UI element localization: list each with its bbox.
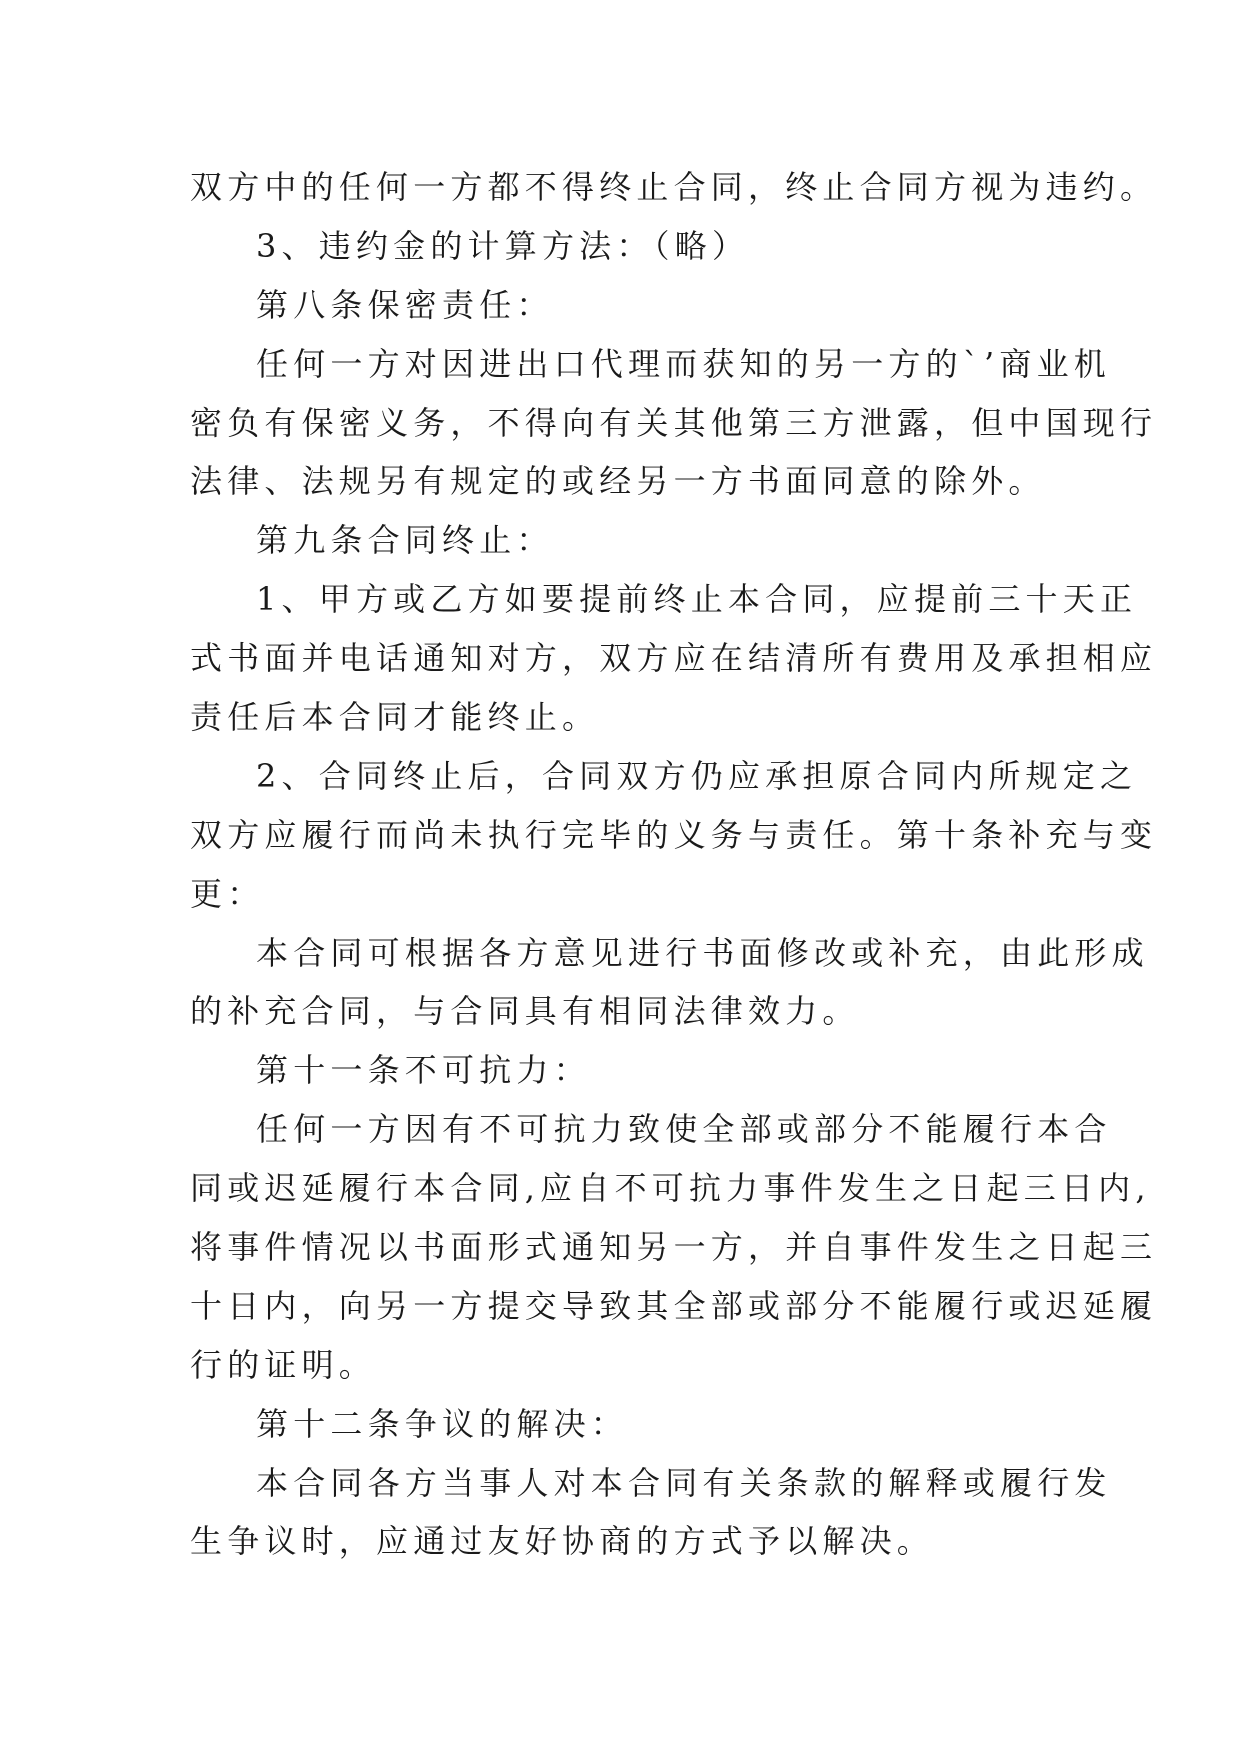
text-line: 将事件情况以书面形式通知另一方，并自事件发生之日起三: [190, 1228, 1158, 1267]
section-heading: 第八条保密责任：: [256, 285, 554, 324]
text-line: 更：: [190, 874, 265, 913]
text-line: 十日内，向另一方提交导致其全部或部分不能履行或迟延履: [190, 1286, 1158, 1325]
text-line: 密负有保密义务，不得向有关其他第三方泄露，但中国现行: [190, 403, 1158, 442]
text-line: 2、合同终止后，合同双方仍应承担原合同内所规定之: [256, 756, 1138, 795]
text-line: 生争议时，应通过友好协商的方式予以解决。: [190, 1522, 935, 1561]
text-line: 双方中的任何一方都不得终止合同，终止合同方视为违约。: [190, 168, 1158, 206]
section-heading: 第十一条不可抗力：: [256, 1051, 591, 1090]
text-line: 同或迟延履行本合同,应自不可抗力事件发生之日起三日内,: [190, 1169, 1151, 1208]
text-line: 3、违约金的计算方法：（略）: [256, 226, 750, 265]
text-line: 本合同可根据各方意见进行书面修改或补充，由此形成: [256, 933, 1149, 972]
section-heading: 第九条合同终止：: [256, 521, 554, 560]
text-line: 本合同各方当事人对本合同有关条款的解释或履行发: [256, 1463, 1112, 1502]
text-line: 任何一方因有不可抗力致使全部或部分不能履行本合: [256, 1110, 1112, 1149]
contract-body: [190, 158, 1158, 1571]
text-line: 行的证明。: [190, 1345, 377, 1384]
text-line: 任何一方对因进出口代理而获知的另一方的`’商业机: [256, 344, 1111, 383]
text-line: 1、甲方或乙方如要提前终止本合同，应提前三十天正: [256, 580, 1138, 619]
text-line: 责任后本合同才能终止。: [190, 698, 600, 737]
text-line: 双方应履行而尚未执行完毕的义务与责任。第十条补充与变: [190, 815, 1158, 854]
text-line: 法律、法规另有规定的或经另一方书面同意的除外。: [190, 462, 1046, 501]
section-heading: 第十二条争议的解决：: [256, 1404, 629, 1443]
text-line: 的补充合同，与合同具有相同法律效力。: [190, 992, 860, 1031]
text-line: 式书面并电话通知对方，双方应在结清所有费用及承担相应: [190, 639, 1158, 678]
